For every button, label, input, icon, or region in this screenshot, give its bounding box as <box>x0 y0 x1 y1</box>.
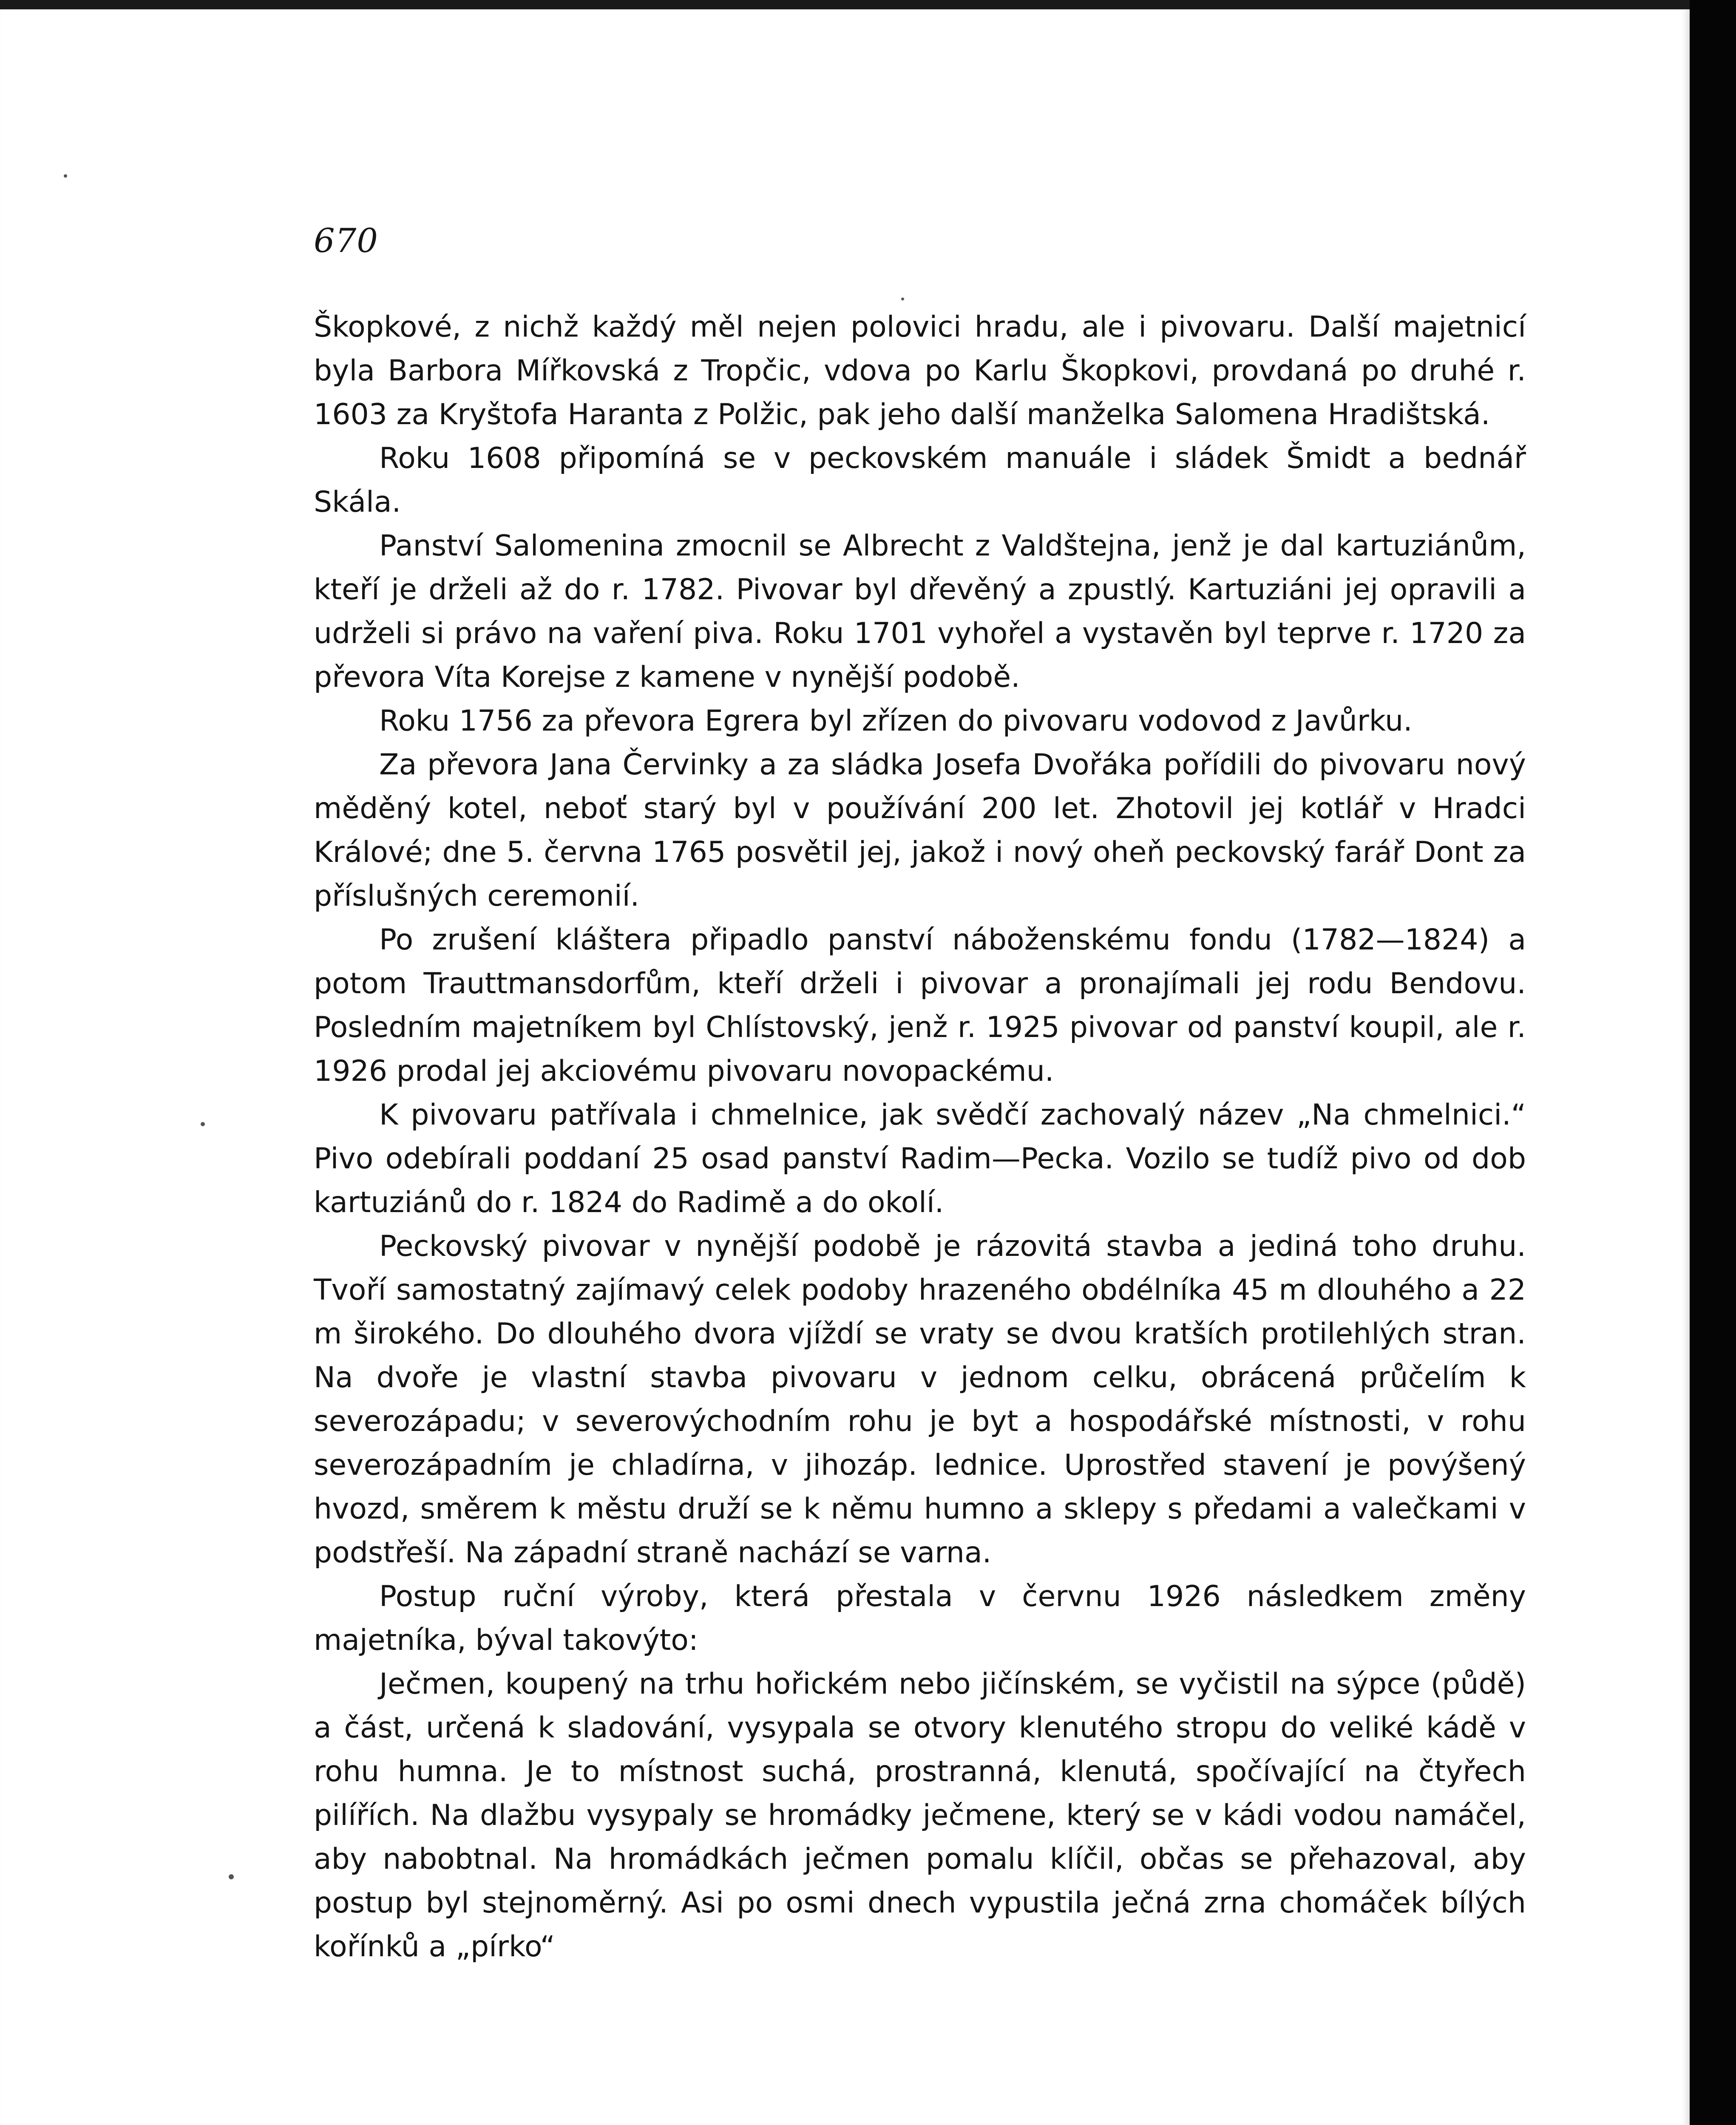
scan-right-edge <box>1690 0 1736 2125</box>
body-text <box>314 305 1526 1969</box>
scan-speck <box>229 1874 234 1879</box>
scan-speck <box>201 1122 205 1126</box>
paragraph-2: Roku 1608 připomíná se v peckovském manuále i sládek Šmidt a bednář Skála. <box>314 442 1526 519</box>
scan-top-edge <box>0 0 1690 9</box>
paragraph-6: Po zrušení kláštera připadlo panství náboženskému fondu (1782—1824) a potom Trauttmansdorfům, kteří drželi i pivovar a pronajímali jej rodu Bendovu. Posledním majetníkem byl Chlístovský, jenž r. 1925 pivovar od panství koupil, ale r. 1926 prodal jej akciovému pivovaru novopackému. <box>314 923 1526 1088</box>
paragraph-4: Roku 1756 za převora Egrera byl zřízen do pivovaru vodovod z Javůrku. <box>379 704 1413 738</box>
scan-speck <box>64 174 67 178</box>
paragraph-7: K pivovaru patřívala i chmelnice, jak svědčí zachovalý název „Na chmelnici.“ Pivo odebírali poddaní 25 osad panství Radim—Pecka. Vozilo se tudíž pivo od dob kartuziánů do r. 1824 do Radimě a do okolí. <box>314 1098 1526 1219</box>
paragraph-5: Za převora Jana Červinky a za sládka Josefa Dvořáka pořídili do pivovaru nový měděný kotel, neboť starý byl v používání 200 let. Zhotovil jej kotlář v Hradci Králové; dne 5. června 1765 posvětil jej, jakož i nový oheň peckovský farář Dont za příslušných ceremonií. <box>314 748 1526 913</box>
page-number: 670 <box>314 222 378 260</box>
paragraph-8: Peckovský pivovar v nynější podobě je rázovitá stavba a jediná toho druhu. Tvoří samostatný zajímavý celek podoby hrazeného obdélníka 45 m dlouhého a 22 m širokého. Do dlouhého dvora vjíždí se vraty se dvou kratších protilehlých stran. Na dvoře je vlastní stavba pivovaru v jednom celku, obrácená průčelím k severozápadu; v severovýchodním rohu je byt a hospodářské místnosti, v rohu severozápadním je chladírna, v jihozáp. lednice. Uprostřed stavení je povýšený hvozd, směrem k městu druží se k němu humno a sklepy s předami a valečkami v podstřeší. Na západní straně nachází se varna. <box>314 1230 1526 1570</box>
paragraph-9: Postup ruční výroby, která přestala v červnu 1926 následkem změny majetníka, býval takovýto: <box>314 1580 1526 1657</box>
scan-speck <box>901 298 904 300</box>
paragraph-10: Ječmen, koupený na trhu hořickém nebo jičínském, se vyčistil na sýpce (půdě) a část, určená k sladování, vysypala se otvory klenutého stropu do veliké kádě v rohu humna. Je to místnost suchá, prostranná, klenutá, spočívající na čtyřech pilířích. Na dlažbu vysypaly se hromádky ječmene, který se v kádi vodou namáčel, aby nabobtnal. Na hromádkách ječmen pomalu klíčil, občas se přehazoval, aby postup byl stejnoměrný. Asi po osmi dnech vypustila ječná zrna chomáček bílých kořínků a „pírko“ <box>314 1667 1526 1964</box>
paragraph-1: Škopkové, z nichž každý měl nejen polovici hradu, ale i pivovaru. Další majetnicí byla Barbora Mířkovská z Tropčic, vdova po Karlu Škopkovi, provdaná po druhé r. 1603 za Kryštofa Haranta z Polžic, pak jeho další manželka Salomena Hradištská. <box>314 310 1526 431</box>
paragraph-3: Panství Salomenina zmocnil se Albrecht z Valdštejna, jenž je dal kartuziánům, kteří je drželi až do r. 1782. Pivovar byl dřevěný a zpustlý. Kartuziáni jej opravili a udrželi si právo na vaření piva. Roku 1701 vyhořel a vystavěn byl teprve r. 1720 za převora Víta Korejse z kamene v nynější podobě. <box>314 529 1526 694</box>
